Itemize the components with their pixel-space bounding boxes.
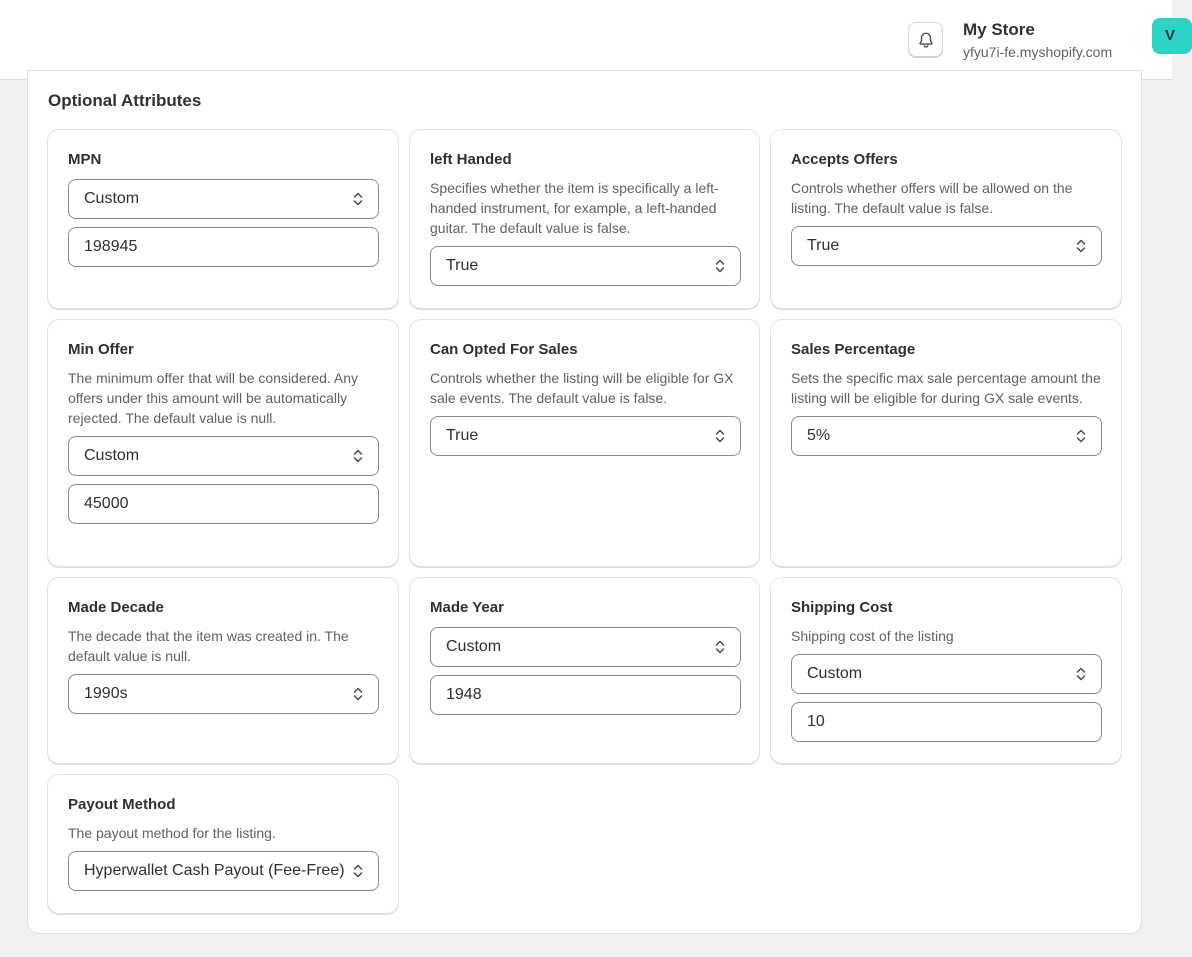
card-title: Payout Method [68, 796, 176, 813]
chevron-up-down-icon [352, 191, 364, 207]
accepts-offers-select[interactable] [791, 226, 1102, 266]
can-opted-for-sales-select[interactable] [430, 416, 741, 456]
shipping-cost-select[interactable] [791, 654, 1102, 694]
primary-action-button[interactable]: V [1152, 18, 1192, 54]
mpn-input[interactable]: 198945 [68, 227, 379, 267]
select-value: 5% [807, 427, 831, 444]
bell-icon [917, 31, 935, 49]
shipping-cost-input[interactable]: 10 [791, 702, 1102, 742]
chevron-up-down-icon [352, 863, 364, 879]
card-description: Sets the specific max sale percentage amount the listing will be eligible for during GX sale events. [791, 370, 1101, 406]
card-title: left Handed [430, 151, 512, 168]
select-value: 1990s [84, 685, 128, 702]
mpn-select[interactable] [68, 179, 379, 219]
card-can-opted-for-sales [409, 319, 760, 567]
card-description: The payout method for the listing. [68, 825, 276, 841]
made-year-select[interactable] [430, 627, 741, 667]
chevron-up-down-icon [714, 258, 726, 274]
made-year-input[interactable]: 1948 [430, 675, 741, 715]
chevron-up-down-icon [352, 686, 364, 702]
chevron-up-down-icon [352, 448, 364, 464]
card-made-year [409, 577, 760, 764]
card-title: Min Offer [68, 341, 134, 358]
min-offer-input[interactable]: 45000 [68, 484, 379, 524]
top-bar [0, 0, 1176, 80]
store-name: My Store [963, 20, 1035, 39]
card-mpn [47, 129, 399, 309]
sales-percentage-select[interactable] [791, 416, 1102, 456]
card-description: Controls whether offers will be allowed on the listing. The default value is false. [791, 180, 1073, 216]
notifications-button[interactable] [908, 22, 943, 57]
card-description: Controls whether the listing will be eligible for GX sale events. The default value is false. [430, 370, 734, 406]
select-value: Custom [84, 447, 140, 464]
select-value: Hyperwallet Cash Payout (Fee-Free) [84, 862, 345, 879]
card-min-offer [47, 319, 399, 567]
card-description: The minimum offer that will be considered. Any offers under this amount will be automatically rejected. The default value is null. [68, 370, 358, 426]
card-title: Shipping Cost [791, 599, 893, 616]
card-made-decade [47, 577, 399, 764]
chevron-up-down-icon [1075, 238, 1087, 254]
select-value: True [807, 237, 840, 254]
left-handed-select[interactable] [430, 246, 741, 286]
chevron-up-down-icon [714, 639, 726, 655]
card-title: Sales Percentage [791, 341, 916, 358]
select-value: True [446, 427, 479, 444]
section-title: Optional Attributes [48, 91, 202, 110]
select-value: Custom [446, 638, 502, 655]
card-description: The decade that the item was created in. The default value is null. [68, 628, 349, 664]
select-value: Custom [807, 665, 863, 682]
store-url: yfyu7i-fe.myshopify.com [963, 44, 1113, 60]
made-decade-select[interactable] [68, 674, 379, 714]
card-title: Accepts Offers [791, 151, 898, 168]
card-accepts-offers [770, 129, 1122, 309]
payout-method-select[interactable] [68, 851, 379, 891]
card-title: Can Opted For Sales [430, 341, 578, 358]
select-value: Custom [84, 190, 140, 207]
chevron-up-down-icon [1075, 428, 1087, 444]
card-left-handed [409, 129, 760, 309]
min-offer-select[interactable] [68, 436, 379, 476]
card-sales-percentage [770, 319, 1122, 567]
card-title: Made Decade [68, 599, 164, 616]
card-description: Shipping cost of the listing [791, 628, 954, 644]
card-payout-method [47, 774, 399, 914]
card-description: Specifies whether the item is specifically a left-handed instrument, for example, a left-handed guitar. The default value is false. [430, 180, 719, 236]
card-shipping-cost [770, 577, 1122, 764]
chevron-up-down-icon [1075, 666, 1087, 682]
card-title: MPN [68, 151, 102, 168]
card-title: Made Year [430, 599, 504, 616]
select-value: True [446, 257, 479, 274]
chevron-up-down-icon [714, 428, 726, 444]
